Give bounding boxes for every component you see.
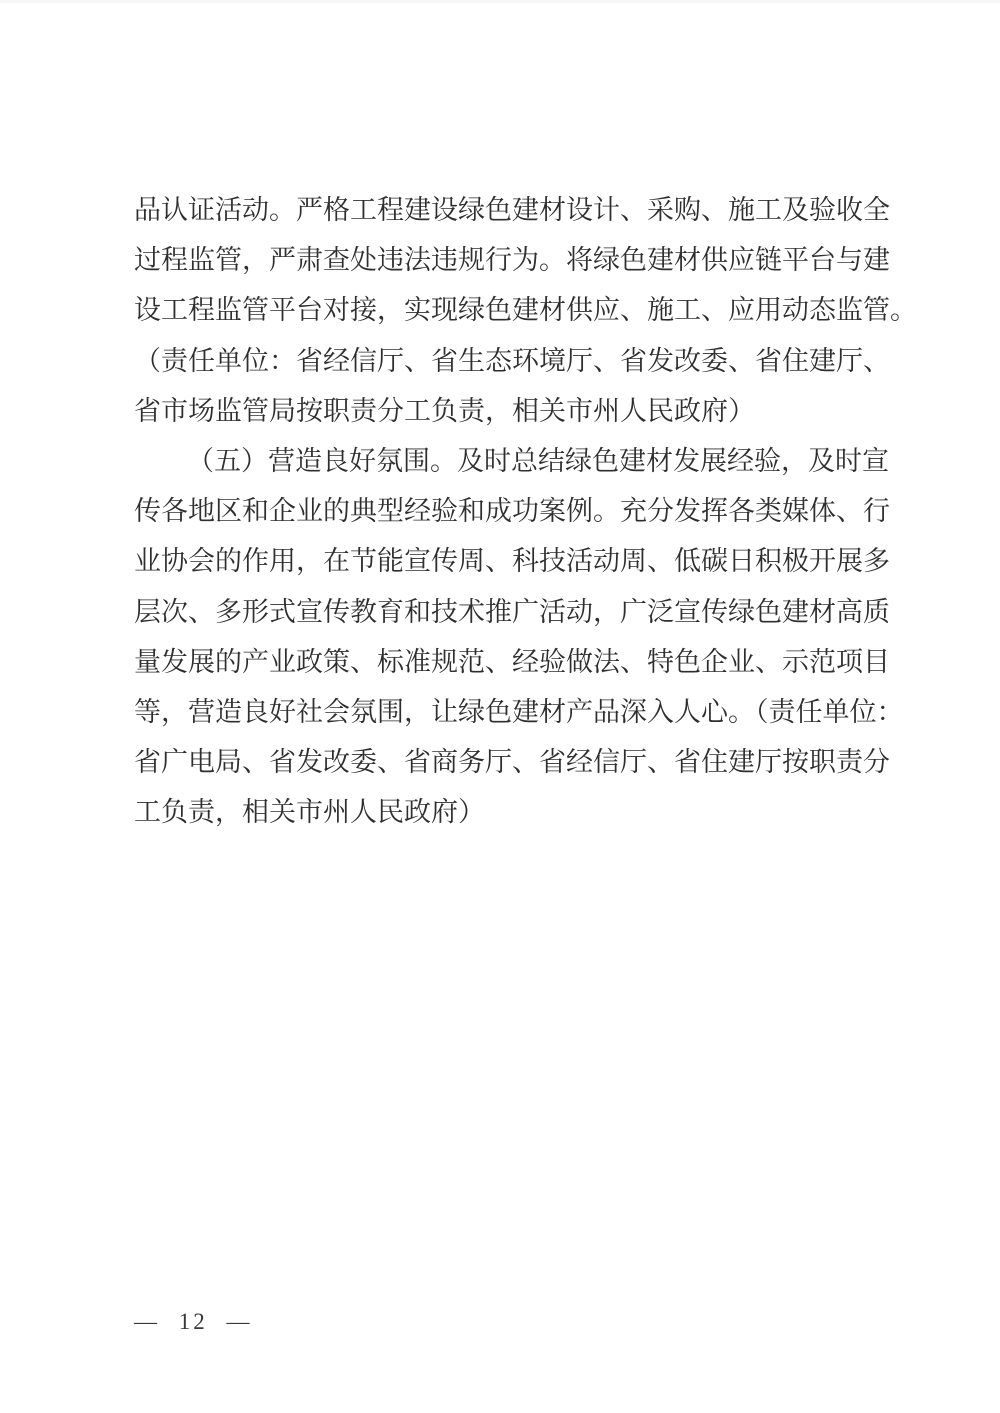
page-top-edge bbox=[0, 0, 1000, 3]
text-line: 量发展的产业政策、标准规范、经验做法、特色企业、示范项目 bbox=[134, 646, 890, 677]
text-line: 层次、多形式宣传教育和技术推广活动，广泛宣传绿色建材高质 bbox=[134, 596, 890, 627]
text-line: 传各地区和企业的典型经验和成功案例。充分发挥各类媒体、行 bbox=[134, 496, 890, 527]
text-line: 过程监管，严肃查处违法违规行为。将绿色建材供应链平台与建 bbox=[134, 245, 890, 276]
text-line: 品认证活动。严格工程建设绿色建材设计、采购、施工及验收全 bbox=[134, 195, 890, 225]
text-line: （责任单位：省经信厅、省生态环境厅、省发改委、省住建厅、 bbox=[134, 345, 890, 376]
section-heading-line: （五）营造良好氛围。及时总结绿色建材发展经验，及时宣 bbox=[187, 445, 889, 476]
text-line: 业协会的作用，在节能宣传周、科技活动周、低碳日积极开展多 bbox=[134, 546, 890, 577]
text-line: 设工程监管平台对接，实现绿色建材供应、施工、应用动态监管。 bbox=[134, 295, 917, 326]
text-line: 省广电局、省发改委、省商务厅、省经信厅、省住建厅按职责分 bbox=[134, 747, 890, 778]
page-number: — 12 — bbox=[134, 1309, 253, 1334]
text-line: 省市场监管局按职责分工负责，相关市州人民政府） bbox=[134, 395, 755, 426]
text-line: 等，营造良好社会氛围，让绿色建材产品深入人心。（责任单位： bbox=[134, 696, 904, 727]
document-body bbox=[134, 185, 917, 837]
text-line: 工负责，相关市州人民政府） bbox=[134, 797, 485, 828]
